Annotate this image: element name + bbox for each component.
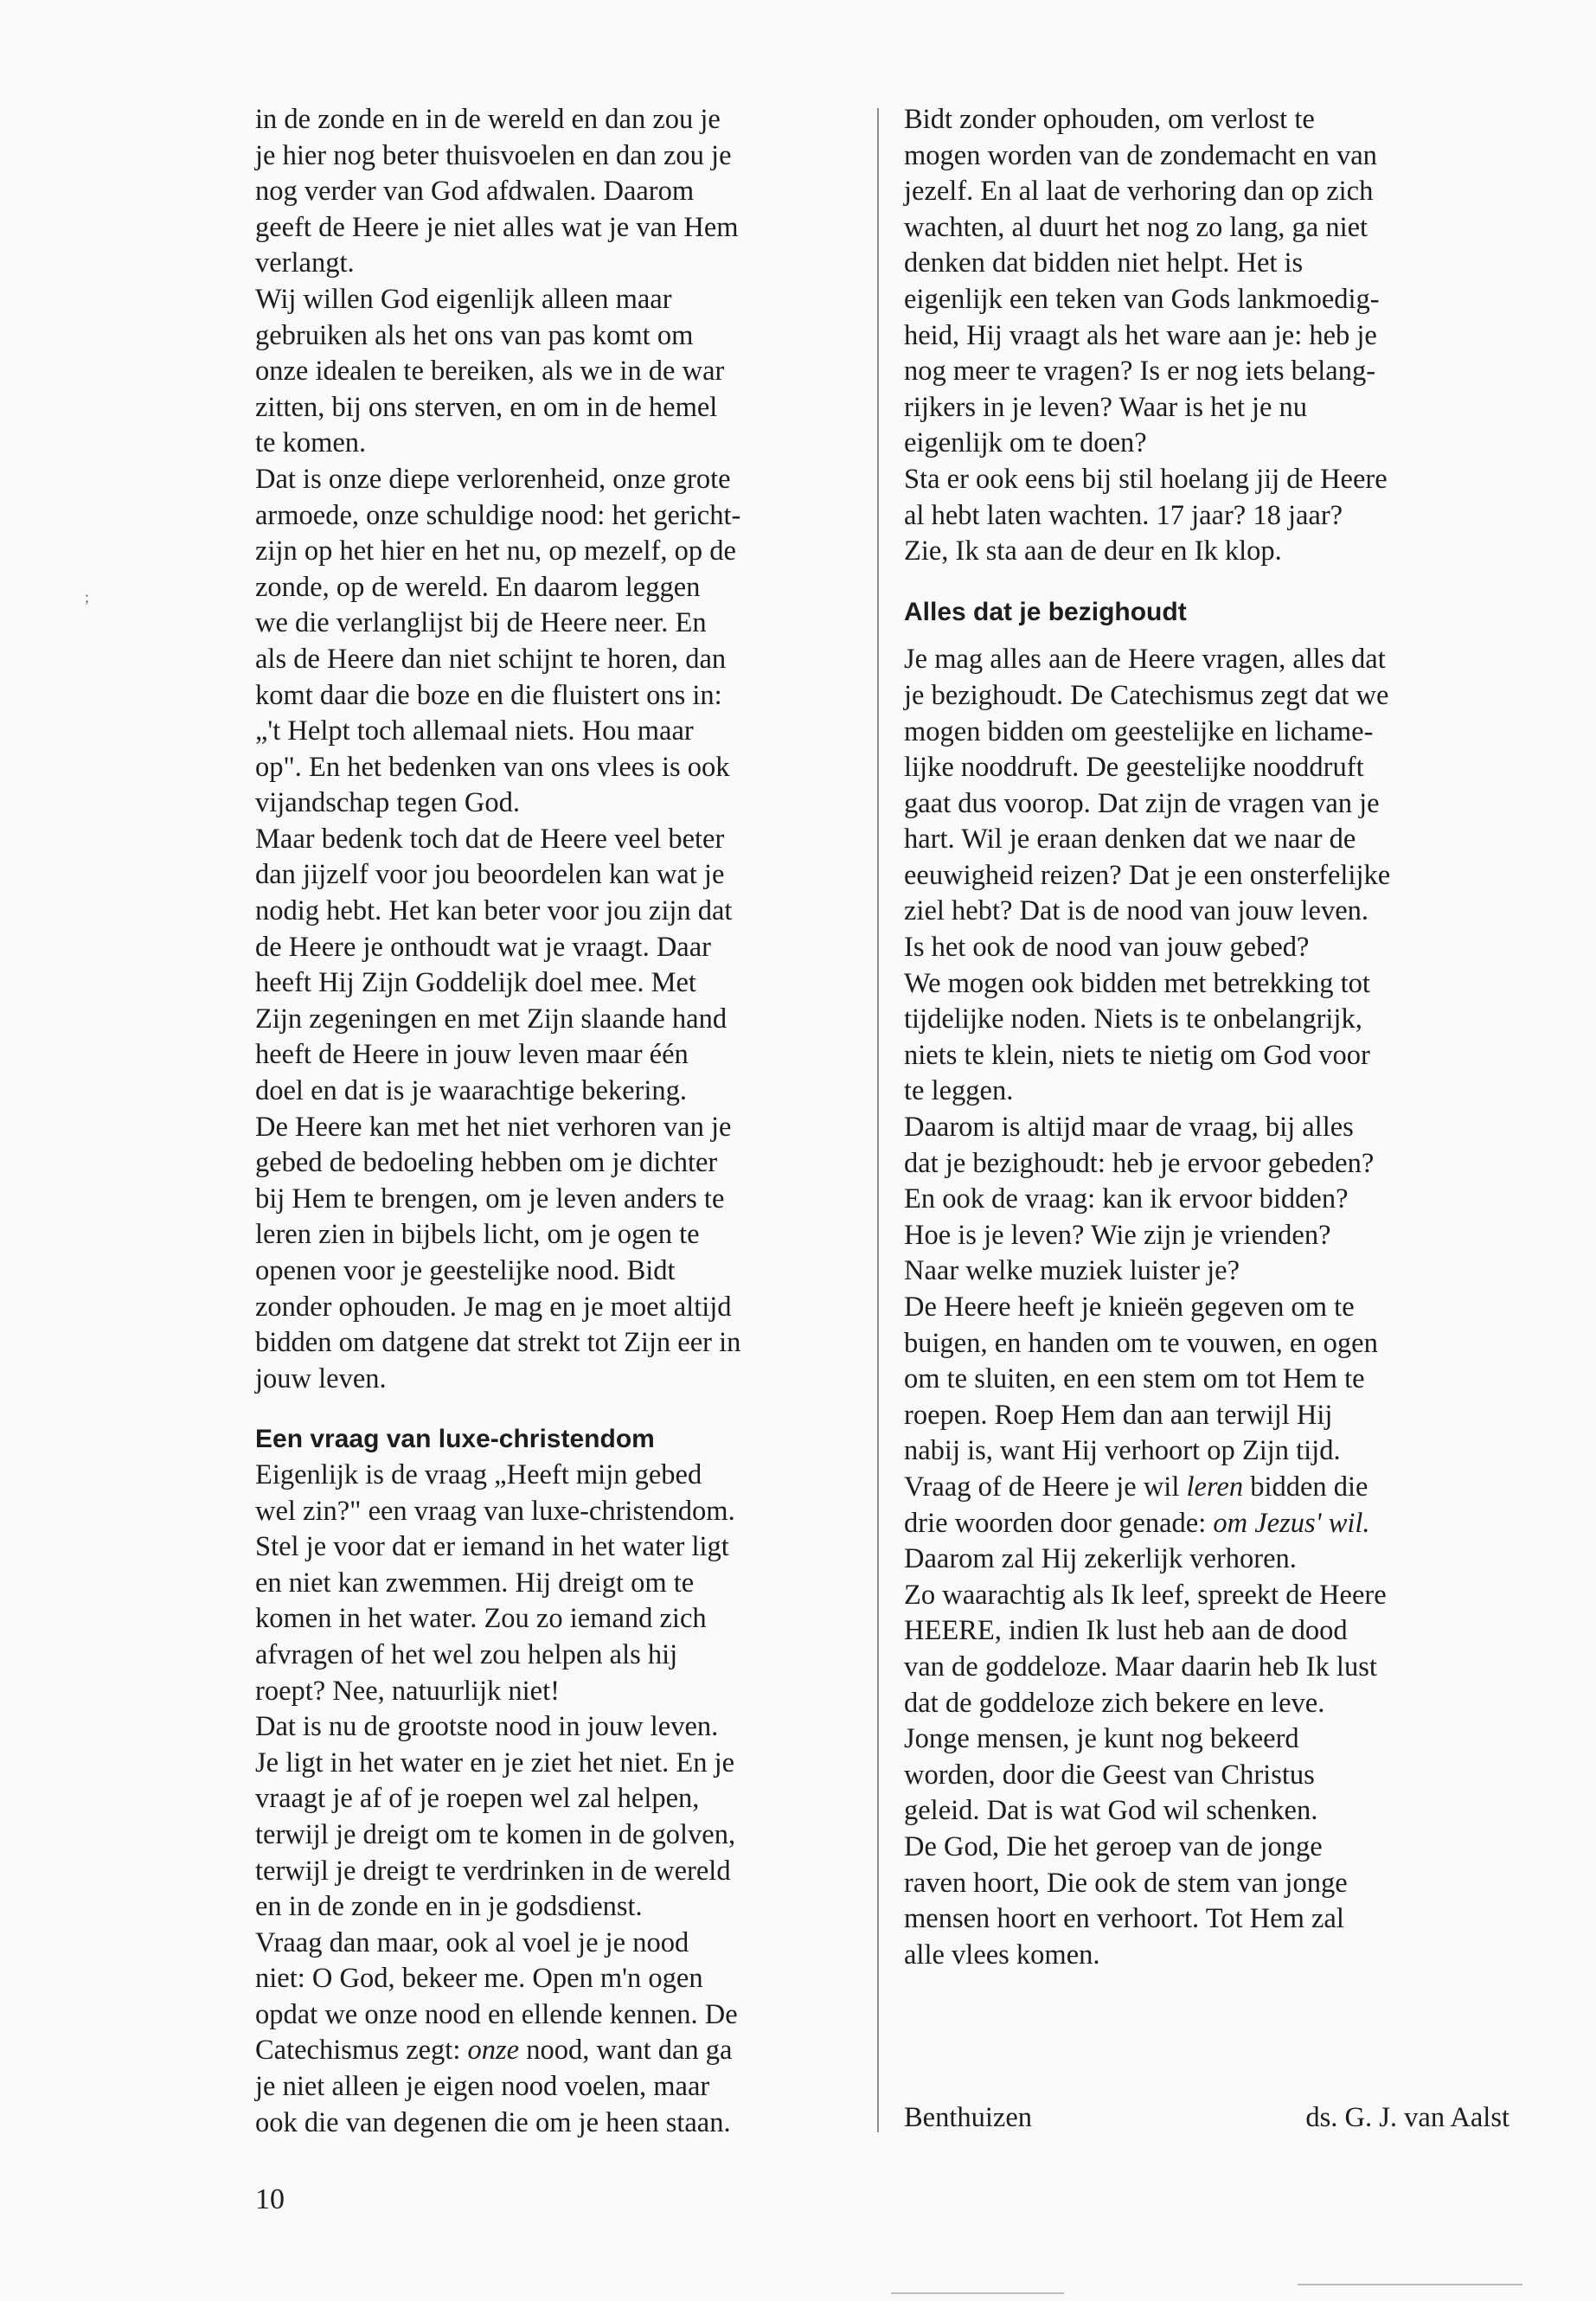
text-line: jouw leven.: [255, 1362, 387, 1394]
text-line: komt daar die boze en die fluistert ons in:: [255, 679, 722, 711]
text-line: De Heere kan met het niet verhoren van je: [255, 1111, 732, 1143]
text-line: Naar welke muziek luister je?: [904, 1255, 1240, 1287]
text-line: komen in het water. Zou zo iemand zich: [255, 1603, 707, 1635]
text-line: mensen hoort en verhoort. Tot Hem zal: [904, 1903, 1344, 1935]
signature-place: Benthuizen: [904, 2102, 1033, 2133]
text-line: Dat is nu de grootste nood in jouw leven.: [255, 1711, 719, 1743]
text-line: Wij willen God eigenlijk alleen maar: [255, 283, 672, 315]
text-line: zijn op het hier en het nu, op mezelf, op de: [255, 535, 736, 567]
text-line: bij Hem te brengen, om je leven anders te: [255, 1183, 725, 1215]
text-line: op". En het bedenken van ons vlees is ook: [255, 751, 730, 783]
text-line: armoede, onze schuldige nood: het gericht-: [255, 499, 741, 531]
text-line: Stel je voor dat er iemand in het water ligt: [255, 1531, 729, 1563]
text-line: opdat we onze nood en ellende kennen. De: [255, 1998, 738, 2030]
text-line: eigenlijk een teken van Gods lankmoedig-: [904, 283, 1380, 315]
text-line: zitten, bij ons sterven, en om in de hemel: [255, 391, 718, 423]
right-column: [904, 102, 1509, 1973]
right-text-block-1: [904, 102, 1509, 570]
text-line: Maar bedenk toch dat de Heere veel beter: [255, 823, 725, 855]
text-line: Sta er ook eens bij stil hoelang jij de Heere: [904, 463, 1388, 495]
text-line: worden, door die Geest van Christus: [904, 1759, 1315, 1791]
text-line: doel en dat is je waarachtige bekering.: [255, 1075, 688, 1107]
left-column: [255, 102, 861, 2141]
right-text-block-2: [904, 642, 1509, 1470]
text-line: wachten, al duurt het nog zo lang, ga niet: [904, 211, 1368, 243]
text-line: raven hoort, Die ook de stem van jonge: [904, 1867, 1348, 1899]
text-line: rijkers in je leven? Waar is het je nu: [904, 391, 1308, 423]
text-line: hart. Wil je eraan denken dat we naar de: [904, 824, 1356, 856]
margin-mark: ;: [85, 588, 90, 606]
text-line: onze idealen te bereiken, als we in de war: [255, 356, 725, 388]
text-line: om te sluiten, en een stem om tot Hem te: [904, 1363, 1365, 1395]
text-line: te leggen.: [904, 1075, 1014, 1107]
text-line: al hebt laten wachten. 17 jaar? 18 jaar?: [904, 499, 1343, 531]
text-line: de Heere je onthoudt wat je vraagt. Daar: [255, 931, 711, 963]
text-line: ziel hebt? Dat is de nood van jouw leven.: [904, 895, 1368, 927]
text-line: gebed de bedoeling hebben om je dichter: [255, 1147, 718, 1179]
text-line: nog meer te vragen? Is er nog iets belang-: [904, 356, 1376, 388]
left-text-block-3: [255, 2069, 861, 2141]
text-line: Daarom is altijd maar de vraag, bij alles: [904, 1112, 1354, 1144]
text-line: nabij is, want Hij verhoort op Zijn tijd.: [904, 1435, 1341, 1467]
text-line: heid, Hij vraagt als het ware aan je: heb je: [904, 319, 1377, 351]
text-line: HEERE, indien Ik lust heb aan de dood: [904, 1615, 1348, 1647]
jezus-line: drie woorden door genade: om Jezus' wil.: [904, 1507, 1370, 1539]
text-line: terwijl je dreigt te verdrinken in de wereld: [255, 1855, 731, 1887]
text-line: Je mag alles aan de Heere vragen, alles dat: [904, 644, 1386, 676]
scan-edge-rule: [891, 2292, 1064, 2294]
text-line: bidden om datgene dat strekt tot Zijn eer in: [255, 1327, 741, 1359]
text-line: mogen worden van de zondemacht en van: [904, 139, 1377, 171]
text-line: te komen.: [255, 427, 367, 459]
text-line: denken dat bidden niet helpt. Het is: [904, 247, 1304, 279]
text-line: tijdelijke noden. Niets is te onbelangrijk,: [904, 1003, 1362, 1035]
text-line: geleid. Dat is wat God wil schenken.: [904, 1795, 1318, 1827]
text-line: openen voor je geestelijke nood. Bidt: [255, 1255, 676, 1286]
text-line: ook die van degenen die om je heen staan.: [255, 2106, 731, 2138]
text-line: heeft Hij Zijn Goddelijk doel mee. Met: [255, 967, 696, 999]
emphasis-leren: leren: [1186, 1471, 1244, 1503]
text-line: nog verder van God afdwalen. Daarom: [255, 176, 695, 208]
text-line: roept? Nee, natuurlijk niet!: [255, 1675, 560, 1707]
text-line: Is het ook de nood van jouw gebed?: [904, 932, 1310, 964]
text-line: eigenlijk om te doen?: [904, 427, 1147, 459]
text-line: je niet alleen je eigen nood voelen, maar: [255, 2071, 710, 2103]
text-line: roepen. Roep Hem dan aan terwijl Hij: [904, 1399, 1333, 1431]
text-line: alle vlees komen.: [904, 1939, 1100, 1971]
text-line: Eigenlijk is de vraag „Heeft mijn gebed: [255, 1458, 702, 1490]
emphasis-onze: onze: [467, 2035, 520, 2067]
text-line: Zo waarachtig als Ik leef, spreekt de Heere: [904, 1579, 1387, 1611]
text-line: vraagt je af of je roepen wel zal helpen,: [255, 1783, 700, 1815]
scan-edge-rule: [1298, 2284, 1522, 2285]
text-line: nodig hebt. Het kan beter voor jou zijn dat: [255, 895, 733, 927]
text-line: als de Heere dan niet schijnt te horen, dan: [255, 643, 727, 675]
text-line: jezelf. En al laat de verhoring dan op zich: [904, 176, 1374, 208]
text-line: niets te klein, niets te nietig om God voor: [904, 1039, 1370, 1071]
text-line: mogen bidden om geestelijke en lichame-: [904, 715, 1374, 747]
text-line: Zijn zegeningen en met Zijn slaande hand: [255, 1003, 727, 1035]
text-line: niet: O God, bekeer me. Open m'n ogen: [255, 1963, 703, 1995]
text-line: zonde, op de wereld. En daarom leggen: [255, 571, 701, 603]
text-line: vijandschap tegen God.: [255, 787, 520, 819]
text-line: wel zin?" een vraag van luxe-christendom.: [255, 1495, 735, 1527]
left-text-block-2: [255, 1458, 861, 2034]
text-line: in de zonde en in de wereld en dan zou je: [255, 104, 721, 135]
text-line: Zie, Ik sta aan de deur en Ik klop.: [904, 535, 1282, 567]
text-line: dat je bezighoudt: heb je ervoor gebeden?: [904, 1147, 1375, 1179]
text-line: gebruiken als het ons van pas komt om: [255, 319, 694, 351]
text-line: van de goddeloze. Maar daarin heb Ik lust: [904, 1650, 1377, 1682]
leren-line: Vraag of de Heere je wil leren bidden die: [904, 1471, 1368, 1503]
text-line: we die verlanglijst bij de Heere neer. En: [255, 607, 707, 639]
text-line: „'t Helpt toch allemaal niets. Hou maar: [255, 715, 694, 747]
right-text-block-3: [904, 1541, 1509, 1973]
text-line: gaat dus voorop. Dat zijn de vragen van je: [904, 787, 1380, 819]
text-line: Vraag dan maar, ook al voel je je nood: [255, 1926, 689, 1958]
text-line: dan jijzelf voor jou beoordelen kan wat je: [255, 859, 725, 891]
text-line: Je ligt in het water en je ziet het niet. En je: [255, 1747, 735, 1779]
text-line: En ook de vraag: kan ik ervoor bidden?: [904, 1183, 1349, 1215]
column-divider: [877, 108, 879, 2132]
signature-author: ds. G. J. van Aalst: [1305, 2102, 1509, 2133]
text-line: je hier nog beter thuisvoelen en dan zou je: [255, 139, 732, 171]
text-line: terwijl je dreigt om te komen in de golven,: [255, 1818, 736, 1850]
text-line: geeft de Heere je niet alles wat je van Hem: [255, 211, 739, 243]
emphasis-om-jezus-wil: om Jezus' wil.: [1213, 1507, 1370, 1539]
text-line: buigen, en handen om te vouwen, en ogen: [904, 1327, 1378, 1359]
text-line: verlangt.: [255, 247, 355, 279]
text-line: De God, Die het geroep van de jonge: [904, 1830, 1323, 1862]
text-line: lijke nooddruft. De geestelijke nooddruft: [904, 752, 1364, 784]
text-line: We mogen ook bidden met betrekking tot: [904, 967, 1370, 999]
text-line: eeuwigheid reizen? Dat je een onsterfelijke: [904, 859, 1391, 891]
text-line: en niet kan zwemmen. Hij dreigt om te: [255, 1567, 695, 1599]
section-heading-luxe: Een vraag van luxe-christendom: [255, 1425, 655, 1454]
text-line: Dat is onze diepe verlorenheid, onze grote: [255, 463, 731, 495]
text-line: dat de goddeloze zich bekere en leve.: [904, 1687, 1325, 1719]
text-line: Jonge mensen, je kunt nog bekeerd: [904, 1723, 1299, 1755]
text-line: leren zien in bijbels licht, om je ogen te: [255, 1219, 700, 1251]
text-line: De Heere heeft je knieën gegeven om te: [904, 1292, 1355, 1323]
page-number: 10: [255, 2183, 285, 2215]
text-line: Daarom zal Hij zekerlijk verhoren.: [904, 1543, 1297, 1575]
catechism-line: Catechismus zegt: onze nood, want dan ga: [255, 2035, 733, 2067]
text-line: je bezighoudt. De Catechismus zegt dat we: [904, 679, 1389, 711]
text-line: en in de zonde en in je godsdienst.: [255, 1891, 643, 1923]
section-heading-bezighoudt: Alles dat je bezighoudt: [904, 597, 1187, 626]
text-line: zonder ophouden. Je mag en je moet altijd: [255, 1291, 732, 1323]
left-text-block-1: [255, 102, 861, 1397]
text-line: afvragen of het wel zou helpen als hij: [255, 1638, 678, 1670]
text-line: Bidt zonder ophouden, om verlost te: [904, 104, 1315, 135]
text-line: heeft de Heere in jouw leven maar één: [255, 1039, 689, 1071]
text-line: Hoe is je leven? Wie zijn je vrienden?: [904, 1219, 1331, 1251]
